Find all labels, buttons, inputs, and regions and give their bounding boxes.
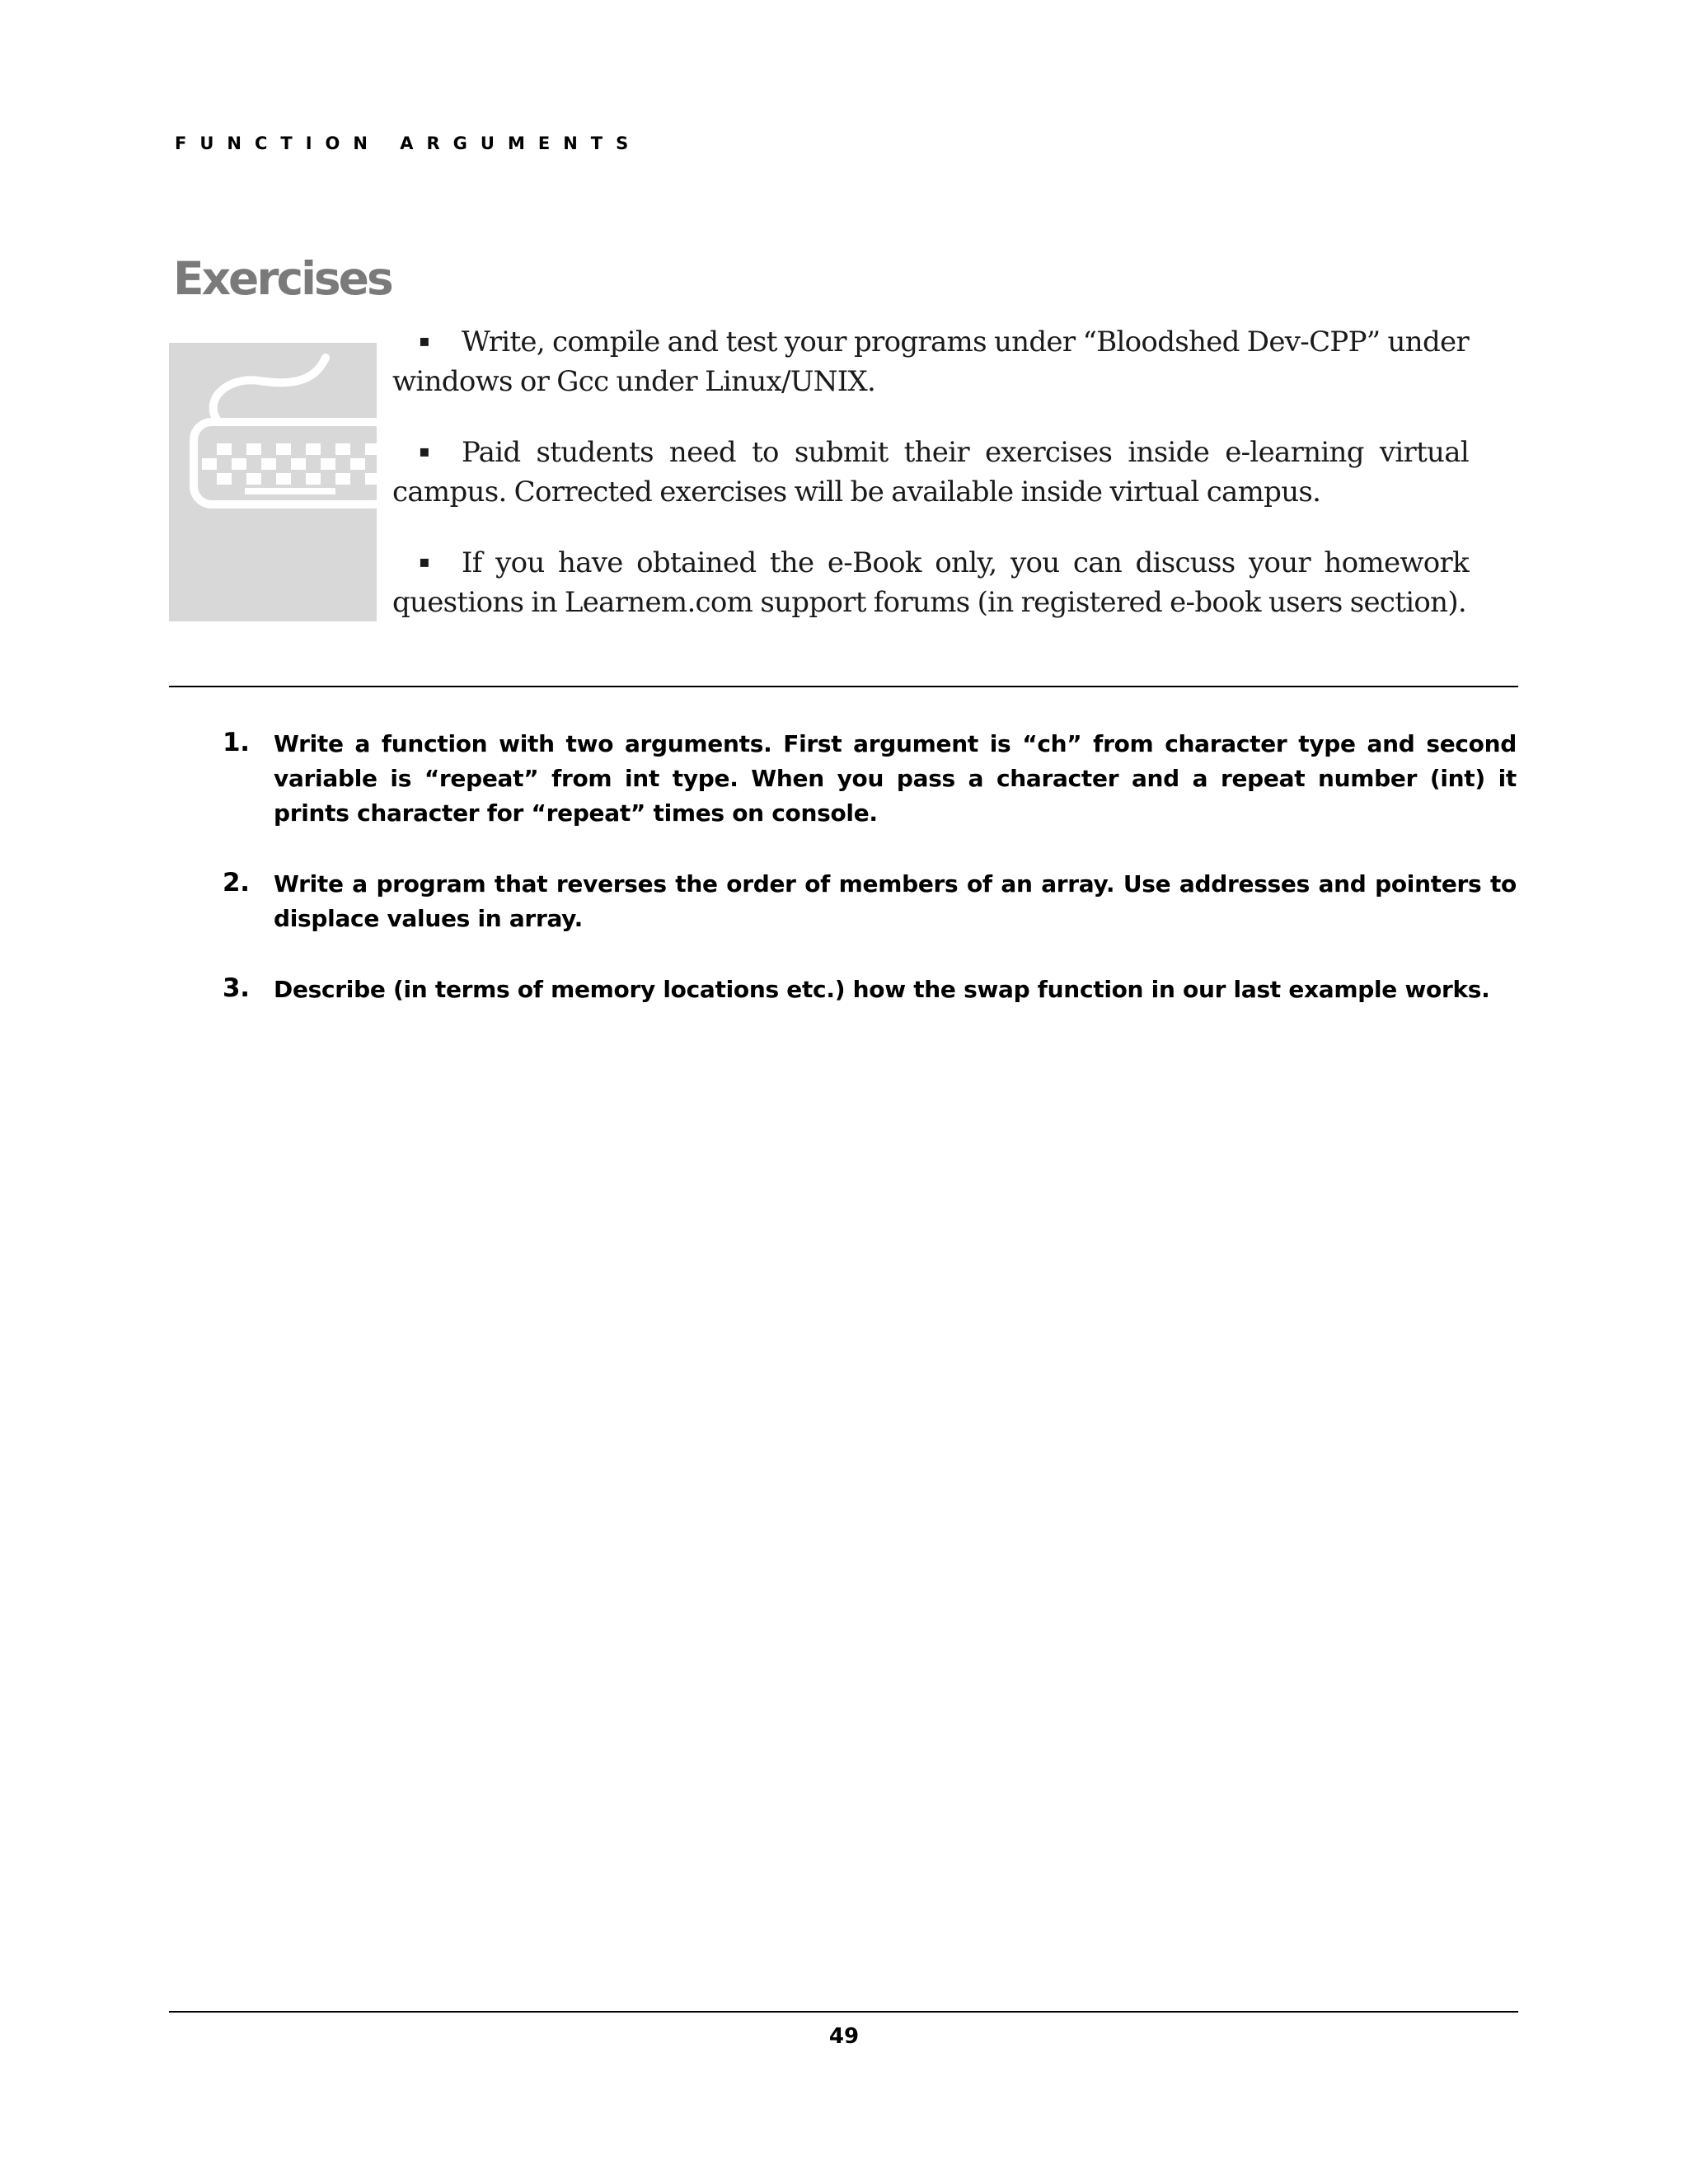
exercise-text: Describe (in terms of memory locations etc.) how the swap function in our last example works. <box>274 976 1490 1003</box>
footer-divider <box>169 2011 1518 2013</box>
exercise-text: Write a program that reverses the order of members of an array. Use addresses and pointers to displace values in array. <box>274 870 1517 932</box>
exercise-item <box>223 972 1517 1007</box>
instruction-text: Write, compile and test your programs under “Bloodshed Dev-CPP” under windows or Gcc under Linux/UNIX. <box>392 326 1469 398</box>
instructions-list <box>392 323 1469 654</box>
exercise-number: 3. <box>223 973 250 1003</box>
section-title: Exercises <box>173 252 392 305</box>
instruction-text: Paid students need to submit their exercises inside e-learning virtual campus. Corrected exercises will be available inside virtual campus. <box>392 436 1469 509</box>
instruction-text: If you have obtained the e-Book only, you can discuss your homework questions in Learnem.com support forums (in registered e-book users section). <box>392 546 1469 619</box>
exercise-list <box>223 727 1517 1043</box>
exercise-item <box>223 727 1517 831</box>
bullet-marker: ▪ <box>419 441 429 461</box>
keyboard-illustration <box>169 343 377 621</box>
instruction-item <box>392 323 1469 401</box>
running-header: FUNCTION ARGUMENTS <box>175 134 642 153</box>
exercise-item <box>223 867 1517 936</box>
exercise-text: Write a function with two arguments. First argument is “ch” from character type and second variable is “repeat” from int type. When you pass a character and a repeat number (int) it prints character for “repeat” times on console. <box>274 730 1517 827</box>
instruction-item <box>392 434 1469 511</box>
exercise-number: 1. <box>223 728 250 757</box>
bullet-marker: ▪ <box>419 551 429 571</box>
instruction-item <box>392 544 1469 621</box>
page-number: 49 <box>828 2024 860 2049</box>
bullet-marker: ▪ <box>419 330 429 350</box>
keyboard-icon <box>169 343 377 621</box>
exercise-number: 2. <box>223 868 250 898</box>
section-divider <box>169 686 1518 687</box>
